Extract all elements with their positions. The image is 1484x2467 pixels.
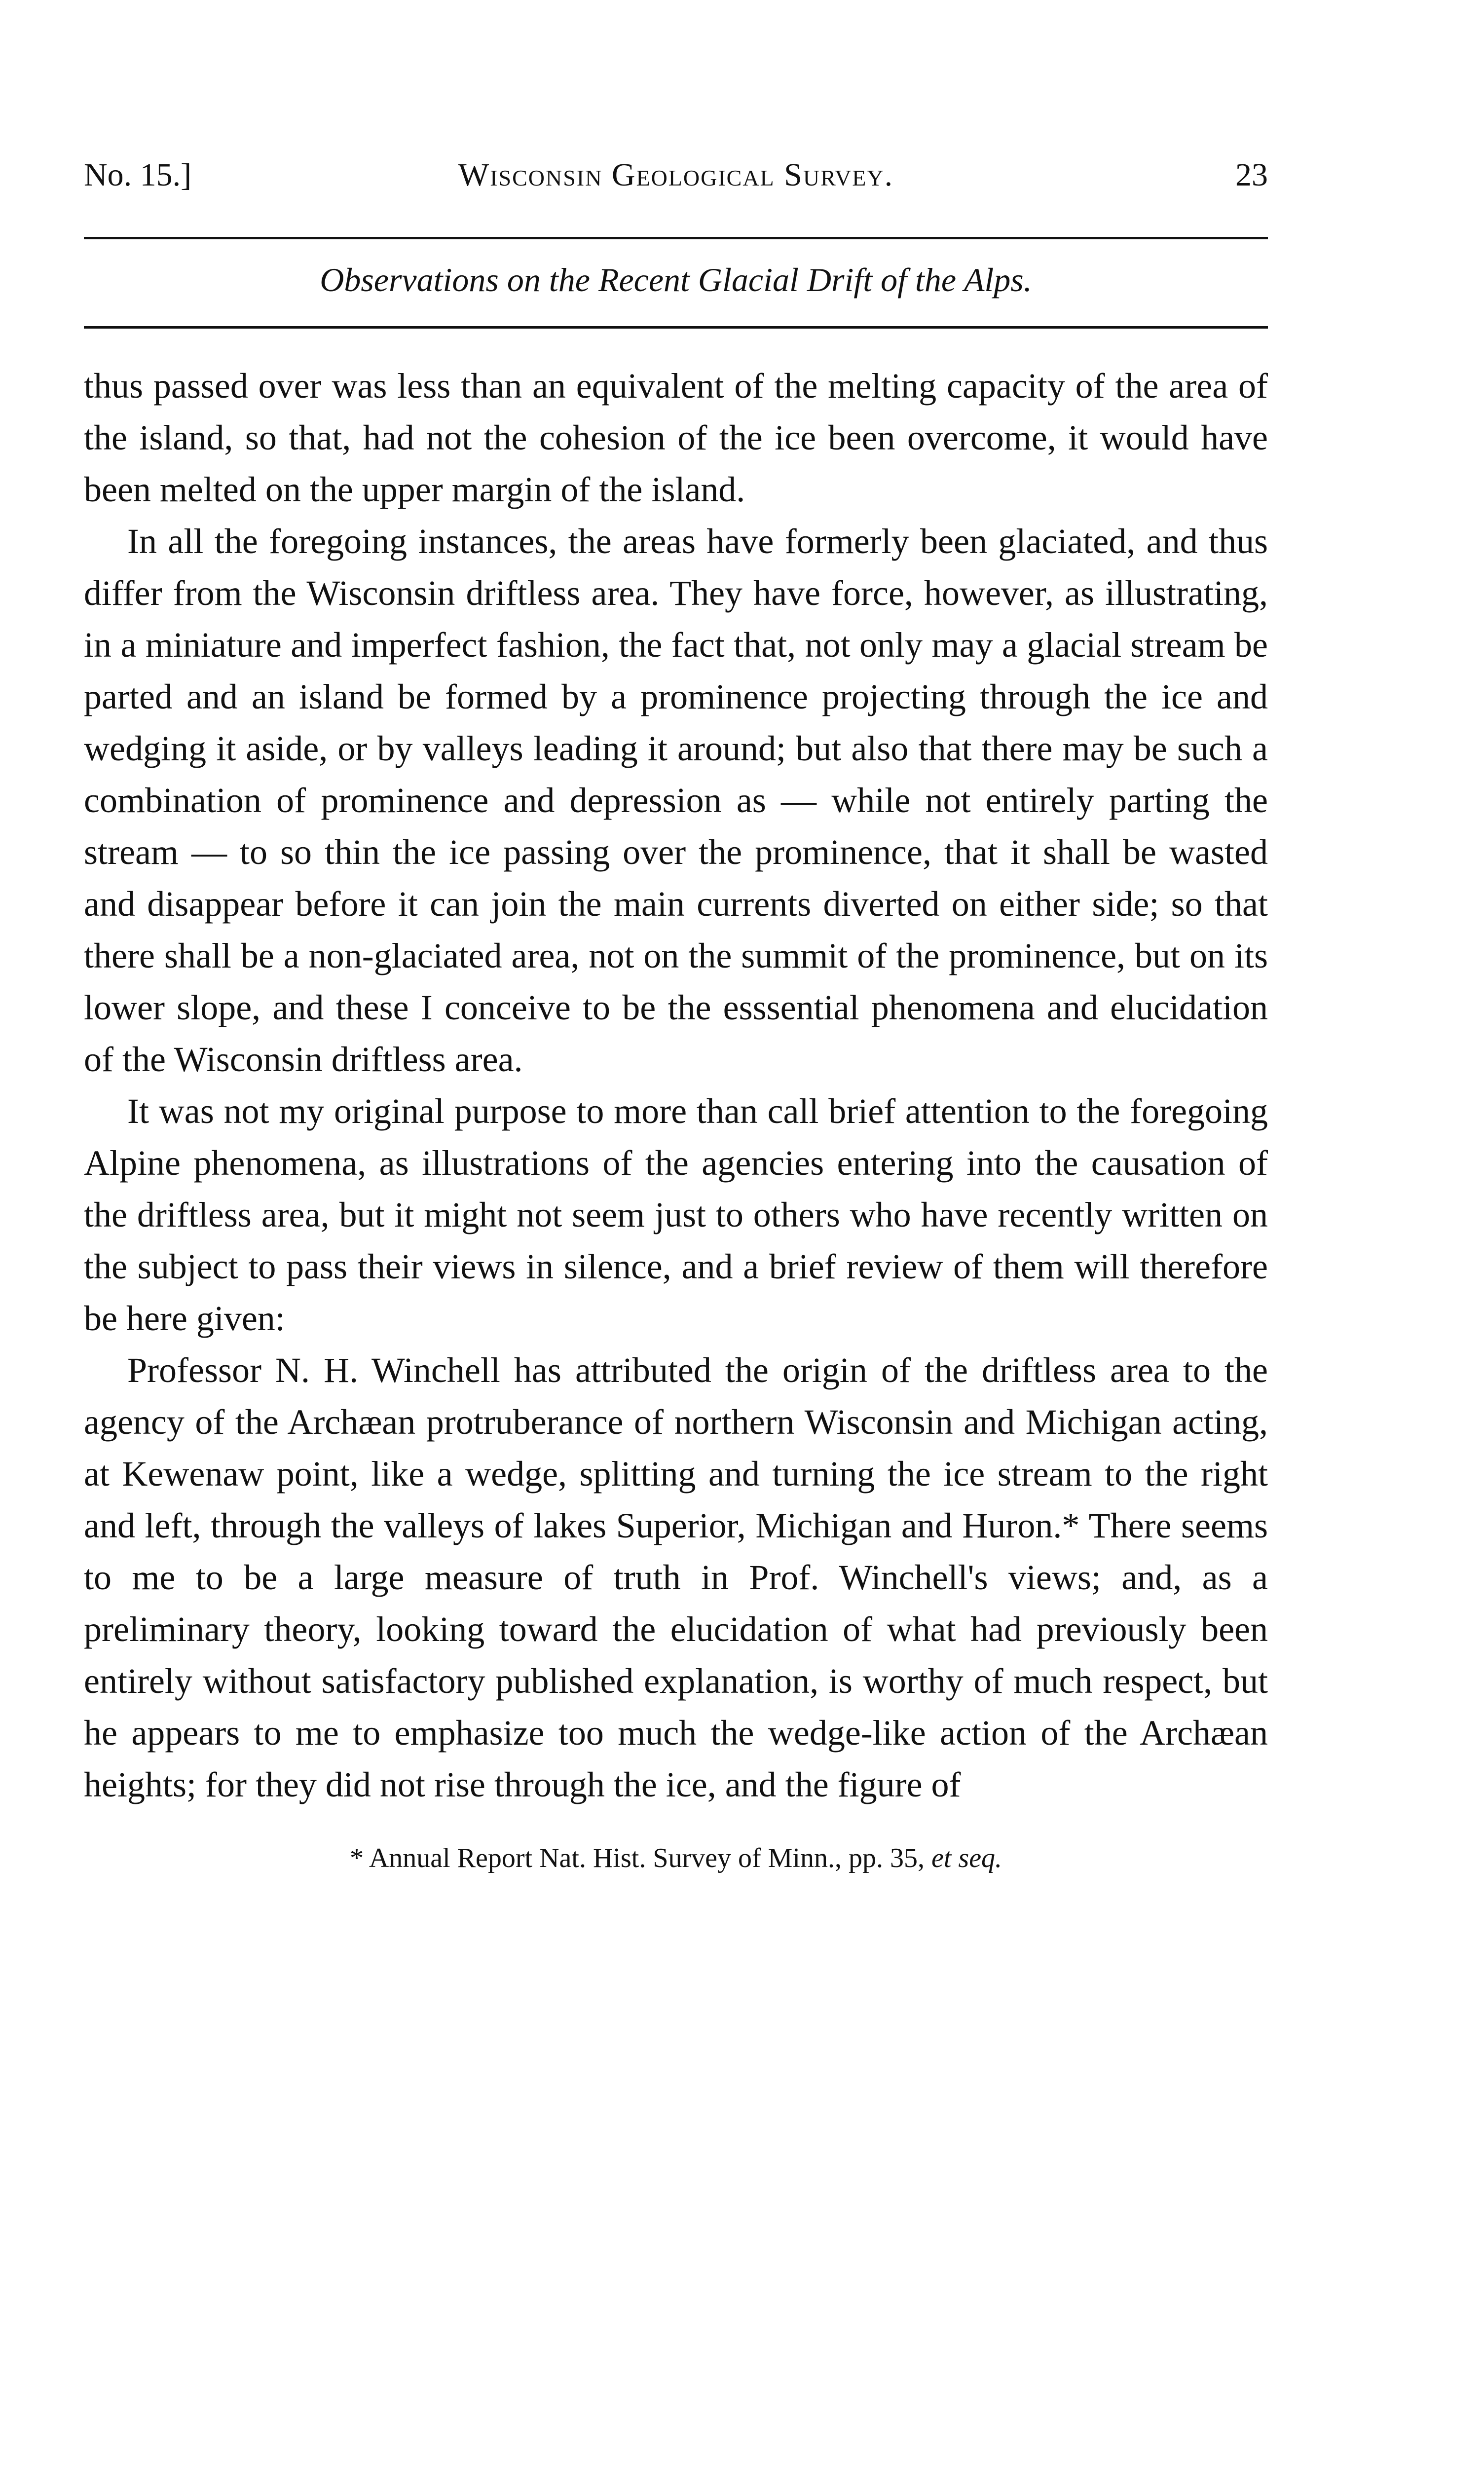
paragraph-1: thus passed over was less than an equivalent of the melting capacity of the area of the island, so that, had not the cohesion of the ice been overcome, it would have been melted on the upper margin of the island. bbox=[84, 366, 1268, 509]
header-rule bbox=[84, 237, 1268, 239]
paragraph-3: It was not my original purpose to more than call brief attention to the foregoing Alpine phenomena, as illustrations of the agencies entering into the causation of the driftless area, but it might not seem just to others who have recently written on the subject to pass their views in silence, and a brief review of them will therefore be here given: bbox=[84, 1091, 1268, 1338]
paragraph-4: Professor N. H. Winchell has attributed the origin of the driftless area to the agency of the Archæan protruberance of northern Wisconsin and Michigan acting, at Kewenaw point, like a wedge, splitting and turning the ice stream to the right and left, through the valleys of lakes Superior, Michigan and Huron.* There seems to me to be a large measure of truth in Prof. Winchell's views; and, as a preliminary theory, looking toward the elucidation of what had previously been entirely without satisfactory published explanation, is worthy of much respect, but he appears to me to emphasize too much the wedge-like action of the Archæan heights; for they did not rise through the ice, and the figure of bbox=[84, 1350, 1268, 1804]
page-number: 23 bbox=[1235, 157, 1268, 193]
section-title: Observations on the Recent Glacial Drift of the Alps. bbox=[320, 261, 1032, 299]
footnote-italic: et seq. bbox=[931, 1843, 1002, 1873]
journal-title: Wisconsin Geological Survey. bbox=[458, 157, 894, 193]
body-text bbox=[84, 360, 1268, 1811]
footnote-text: * Annual Report Nat. Hist. Survey of Minn., pp. 35, bbox=[349, 1843, 925, 1873]
running-head bbox=[84, 148, 1268, 202]
footnote bbox=[84, 1838, 1268, 1878]
document-page bbox=[84, 148, 1268, 1878]
issue-number: No. 15.] bbox=[84, 157, 192, 193]
title-rule bbox=[84, 326, 1268, 329]
paragraph-2: In all the foregoing instances, the areas have formerly been glaciated, and thus differ from the Wisconsin driftless area. They have force, however, as illustrating, in a miniature and imperfect fashion, the fact that, not only may a glacial stream be parted and an island be formed by a prominence projecting through the ice and wedging it aside, or by valleys leading it around; but also that there may be such a combination of prominence and depression as — while not entirely parting the stream — to so thin the ice passing over the prominence, that it shall be wasted and disappear before it can join the main currents diverted on either side; so that there shall be a non-glaciated area, not on the summit of the prominence, but on its lower slope, and these I conceive to be the esssential phenomena and elucidation of the Wisconsin driftless area. bbox=[84, 522, 1268, 1079]
